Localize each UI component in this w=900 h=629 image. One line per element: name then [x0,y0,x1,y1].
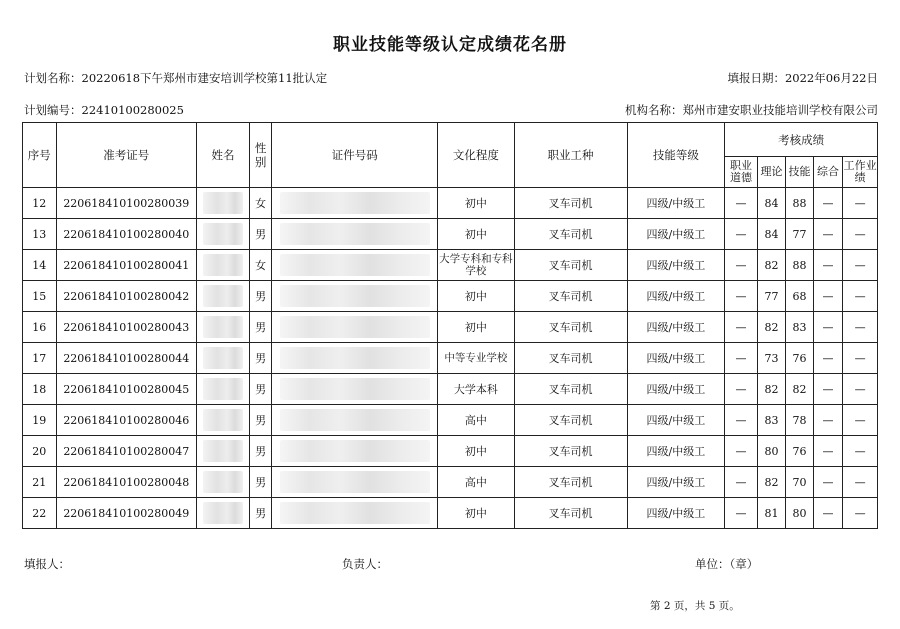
cell-education: 中等专业学校 [438,343,514,374]
cell-name-redacted [197,436,250,467]
cell-skill-level: 四级/中级工 [627,250,725,281]
cell-occupation: 叉车司机 [514,188,627,219]
cell-work-performance: — [843,405,878,436]
table-row [23,374,878,405]
cell-name-redacted [197,281,250,312]
header-scores-group: 考核成绩 [725,123,878,157]
cell-id-number-redacted [272,250,438,281]
cell-skill-level: 四级/中级工 [627,343,725,374]
cell-skill-level: 四级/中级工 [627,188,725,219]
header-theory: 理论 [757,157,785,188]
cell-education: 初中 [438,188,514,219]
redaction-blur [280,316,430,338]
cell-seq: 13 [23,219,57,250]
responsible-signature-label: 负责人： [342,557,388,571]
cell-occupation: 叉车司机 [514,498,627,529]
table-row [23,467,878,498]
cell-exam-number: 220618410100280040 [56,219,196,250]
cell-occupation: 叉车司机 [514,436,627,467]
cell-theory: 80 [757,436,785,467]
cell-ethics: — [725,467,758,498]
cell-theory: 83 [757,405,785,436]
cell-gender: 男 [249,467,271,498]
cell-work-performance: — [843,467,878,498]
redaction-blur [203,254,243,276]
filler-signature-label: 填报人： [24,557,70,571]
cell-skill-level: 四级/中级工 [627,281,725,312]
redaction-blur [203,471,243,493]
header-comprehensive: 综合 [813,157,843,188]
cell-name-redacted [197,219,250,250]
cell-gender: 女 [249,188,271,219]
cell-name-redacted [197,374,250,405]
cell-seq: 16 [23,312,57,343]
table-row [23,219,878,250]
plan-number-label: 计划编号： [24,103,82,117]
cell-skill: 76 [786,343,813,374]
cell-skill-level: 四级/中级工 [627,467,725,498]
redaction-blur [203,502,243,524]
cell-ethics: — [725,405,758,436]
cell-theory: 82 [757,250,785,281]
cell-education: 初中 [438,219,514,250]
cell-comprehensive: — [813,281,843,312]
cell-ethics: — [725,250,758,281]
cell-comprehensive: — [813,498,843,529]
table-row [23,405,878,436]
organization-line [625,102,878,118]
cell-skill: 76 [786,436,813,467]
cell-work-performance: — [843,436,878,467]
cell-theory: 82 [757,467,785,498]
cell-name-redacted [197,405,250,436]
table-row [23,498,878,529]
redaction-blur [280,347,430,369]
header-occupation: 职业工种 [514,123,627,188]
cell-gender: 男 [249,405,271,436]
cell-work-performance: — [843,343,878,374]
cell-id-number-redacted [272,374,438,405]
table-row [23,436,878,467]
cell-comprehensive: — [813,374,843,405]
cell-skill: 88 [786,250,813,281]
plan-number-value: 22410100280025 [81,103,184,117]
cell-gender: 男 [249,498,271,529]
cell-occupation: 叉车司机 [514,467,627,498]
organization-value: 郑州市建安职业技能培训学校有限公司 [682,103,878,117]
cell-skill: 77 [786,219,813,250]
cell-theory: 73 [757,343,785,374]
cell-seq: 15 [23,281,57,312]
cell-work-performance: — [843,312,878,343]
redaction-blur [280,440,430,462]
cell-theory: 84 [757,219,785,250]
cell-exam-number: 220618410100280046 [56,405,196,436]
header-ethics: 职业道德 [725,157,758,188]
cell-work-performance: — [843,281,878,312]
cell-theory: 84 [757,188,785,219]
cell-name-redacted [197,498,250,529]
cell-ethics: — [725,219,758,250]
redaction-blur [203,285,243,307]
cell-occupation: 叉车司机 [514,219,627,250]
cell-education: 高中 [438,467,514,498]
header-seq: 序号 [23,123,57,188]
cell-theory: 81 [757,498,785,529]
cell-ethics: — [725,281,758,312]
cell-id-number-redacted [272,467,438,498]
cell-skill-level: 四级/中级工 [627,436,725,467]
cell-skill: 70 [786,467,813,498]
cell-name-redacted [197,312,250,343]
redaction-blur [280,223,430,245]
cell-comprehensive: — [813,343,843,374]
header-exam-number: 准考证号 [56,123,196,188]
cell-id-number-redacted [272,219,438,250]
cell-work-performance: — [843,219,878,250]
redaction-blur [203,192,243,214]
cell-comprehensive: — [813,436,843,467]
cell-occupation: 叉车司机 [514,343,627,374]
cell-id-number-redacted [272,405,438,436]
cell-ethics: — [725,188,758,219]
cell-exam-number: 220618410100280047 [56,436,196,467]
cell-comprehensive: — [813,188,843,219]
fill-date-label: 填报日期： [727,71,785,85]
cell-exam-number: 220618410100280049 [56,498,196,529]
redaction-blur [280,409,430,431]
plan-name-label: 计划名称： [24,71,82,85]
header-skill: 技能 [786,157,813,188]
redaction-blur [280,502,430,524]
cell-name-redacted [197,250,250,281]
redaction-blur [280,192,430,214]
table-row [23,250,878,281]
cell-exam-number: 220618410100280039 [56,188,196,219]
cell-exam-number: 220618410100280041 [56,250,196,281]
cell-exam-number: 220618410100280048 [56,467,196,498]
cell-skill-level: 四级/中级工 [627,219,725,250]
cell-id-number-redacted [272,312,438,343]
cell-gender: 男 [249,312,271,343]
cell-exam-number: 220618410100280045 [56,374,196,405]
cell-exam-number: 220618410100280044 [56,343,196,374]
cell-seq: 18 [23,374,57,405]
cell-name-redacted [197,467,250,498]
cell-education: 初中 [438,436,514,467]
cell-education: 大学专科和专科学校 [438,250,514,281]
cell-education: 初中 [438,312,514,343]
cell-id-number-redacted [272,281,438,312]
cell-work-performance: — [843,498,878,529]
cell-seq: 22 [23,498,57,529]
cell-seq: 20 [23,436,57,467]
header-education: 文化程度 [438,123,514,188]
cell-ethics: — [725,436,758,467]
cell-ethics: — [725,374,758,405]
redaction-blur [203,409,243,431]
cell-gender: 男 [249,281,271,312]
cell-occupation: 叉车司机 [514,281,627,312]
cell-gender: 男 [249,374,271,405]
cell-gender: 男 [249,343,271,374]
plan-number-line [24,102,184,118]
redaction-blur [203,378,243,400]
fill-date-value: 2022年06月22日 [784,71,878,85]
redaction-blur [203,347,243,369]
page-indicator: 第 2 页，共 5 页。 [650,600,740,612]
unit-seal-label: 单位：（章） [695,557,759,571]
cell-ethics: — [725,312,758,343]
cell-skill-level: 四级/中级工 [627,405,725,436]
cell-skill: 68 [786,281,813,312]
redaction-blur [280,471,430,493]
header-gender: 性别 [249,123,271,188]
cell-education: 初中 [438,281,514,312]
cell-work-performance: — [843,374,878,405]
cell-comprehensive: — [813,250,843,281]
cell-education: 高中 [438,405,514,436]
cell-id-number-redacted [272,343,438,374]
table-row [23,343,878,374]
cell-education: 初中 [438,498,514,529]
header-id-number: 证件号码 [272,123,438,188]
cell-work-performance: — [843,188,878,219]
header-work-performance: 工作业绩 [843,157,878,188]
redaction-blur [280,285,430,307]
plan-name-value: 20220618下午郑州市建安培训学校第11批认定 [81,71,328,85]
cell-exam-number: 220618410100280042 [56,281,196,312]
redaction-blur [280,378,430,400]
cell-skill-level: 四级/中级工 [627,312,725,343]
table-row [23,312,878,343]
score-roster-table [22,122,878,529]
table-row [23,188,878,219]
cell-skill: 78 [786,405,813,436]
cell-id-number-redacted [272,188,438,219]
redaction-blur [203,316,243,338]
cell-seq: 14 [23,250,57,281]
cell-theory: 77 [757,281,785,312]
cell-work-performance: — [843,250,878,281]
cell-education: 大学本科 [438,374,514,405]
cell-ethics: — [725,343,758,374]
cell-comprehensive: — [813,467,843,498]
cell-skill-level: 四级/中级工 [627,374,725,405]
cell-name-redacted [197,188,250,219]
fill-date-line [727,70,878,86]
cell-exam-number: 220618410100280043 [56,312,196,343]
cell-id-number-redacted [272,436,438,467]
cell-seq: 12 [23,188,57,219]
cell-comprehensive: — [813,219,843,250]
cell-gender: 女 [249,250,271,281]
cell-occupation: 叉车司机 [514,250,627,281]
cell-skill: 88 [786,188,813,219]
table-row [23,281,878,312]
cell-seq: 21 [23,467,57,498]
cell-theory: 82 [757,374,785,405]
header-name: 姓名 [197,123,250,188]
redaction-blur [203,440,243,462]
document-title: 职业技能等级认定成绩花名册 [333,35,567,55]
cell-comprehensive: — [813,405,843,436]
cell-skill-level: 四级/中级工 [627,498,725,529]
cell-skill: 83 [786,312,813,343]
cell-comprehensive: — [813,312,843,343]
organization-label: 机构名称： [625,103,683,117]
redaction-blur [280,254,430,276]
cell-ethics: — [725,498,758,529]
cell-gender: 男 [249,436,271,467]
cell-gender: 男 [249,219,271,250]
cell-skill: 80 [786,498,813,529]
plan-name-line [24,70,327,86]
redaction-blur [203,223,243,245]
cell-seq: 19 [23,405,57,436]
cell-occupation: 叉车司机 [514,312,627,343]
cell-seq: 17 [23,343,57,374]
cell-theory: 82 [757,312,785,343]
cell-occupation: 叉车司机 [514,374,627,405]
cell-occupation: 叉车司机 [514,405,627,436]
cell-skill: 82 [786,374,813,405]
header-skill-level: 技能等级 [627,123,725,188]
cell-id-number-redacted [272,498,438,529]
cell-name-redacted [197,343,250,374]
